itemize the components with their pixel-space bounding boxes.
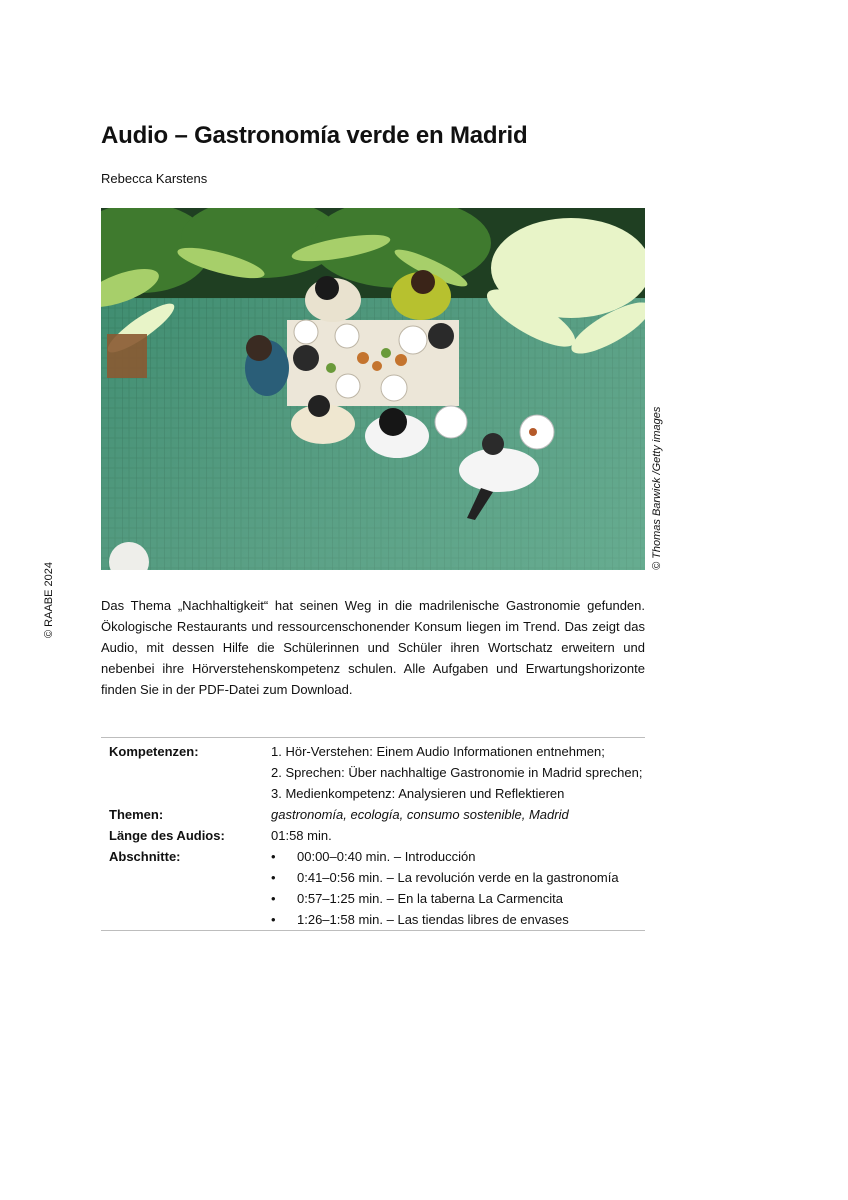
list-item <box>271 846 645 867</box>
bullet-icon: • <box>271 891 276 906</box>
abschnitt-text: 0:41–0:56 min. – La revolución verde en la gastronomía <box>297 870 619 885</box>
abschnitte-row <box>101 846 645 930</box>
abschnitte-list <box>271 846 645 930</box>
bullet-icon: • <box>271 870 276 885</box>
restaurant-photo <box>101 208 645 570</box>
kompetenz-item: 2. Sprechen: Über nachhaltige Gastronomie in Madrid sprechen; <box>271 765 643 780</box>
kompetenzen-label: Kompetenzen: <box>109 744 199 759</box>
bullet-icon: • <box>271 849 276 864</box>
abschnitt-text: 0:57–1:25 min. – En la taberna La Carmencita <box>297 891 563 906</box>
page-title: Audio – Gastronomía verde en Madrid <box>101 122 528 149</box>
abschnitt-text: 1:26–1:58 min. – Las tiendas libres de envases <box>297 912 569 927</box>
kompetenz-item: 1. Hör-Verstehen: Einem Audio Informationen entnehmen; <box>271 744 605 759</box>
laenge-value: 01:58 min. <box>271 828 332 843</box>
abschnitte-label: Abschnitte: <box>109 849 181 864</box>
laenge-row <box>101 825 645 846</box>
abschnitt-text: 00:00–0:40 min. – Introducción <box>297 849 476 864</box>
kompetenzen-value <box>271 741 645 804</box>
author-name: Rebecca Karstens <box>101 171 208 186</box>
kompetenz-item: 3. Medienkompetenz: Analysieren und Reflektieren <box>271 786 565 801</box>
themen-value: gastronomía, ecología, consumo sostenible, Madrid <box>271 807 569 822</box>
abschnitte-value <box>271 846 645 930</box>
photo-credit: © Thomas Barwick /Getty images <box>651 406 663 570</box>
themen-row <box>101 804 645 825</box>
list-item <box>271 909 645 930</box>
side-copyright: © RAABE 2024 <box>43 562 55 638</box>
kompetenzen-row <box>101 741 645 804</box>
themen-label: Themen: <box>109 807 164 822</box>
laenge-label: Länge des Audios: <box>109 828 225 843</box>
intro-paragraph: Das Thema „Nachhaltigkeit“ hat seinen Weg in die madrilenische Gastronomie gefunden. Ökologische Restaurants und ressourcenschonender Konsum liegen im Trend. Das zeigt das Audio, mit dessen Hilfe die Schülerinnen und Schüler ihren Wortschatz erweitern und nebenbei ihre Hörverstehenskompetenz schulen. Alle Aufgaben und Erwartungshorizonte finden Sie in der PDF-Datei zum Download. <box>101 598 645 697</box>
list-item <box>271 888 645 909</box>
list-item <box>271 867 645 888</box>
bullet-icon: • <box>271 912 276 927</box>
info-table <box>101 737 645 931</box>
